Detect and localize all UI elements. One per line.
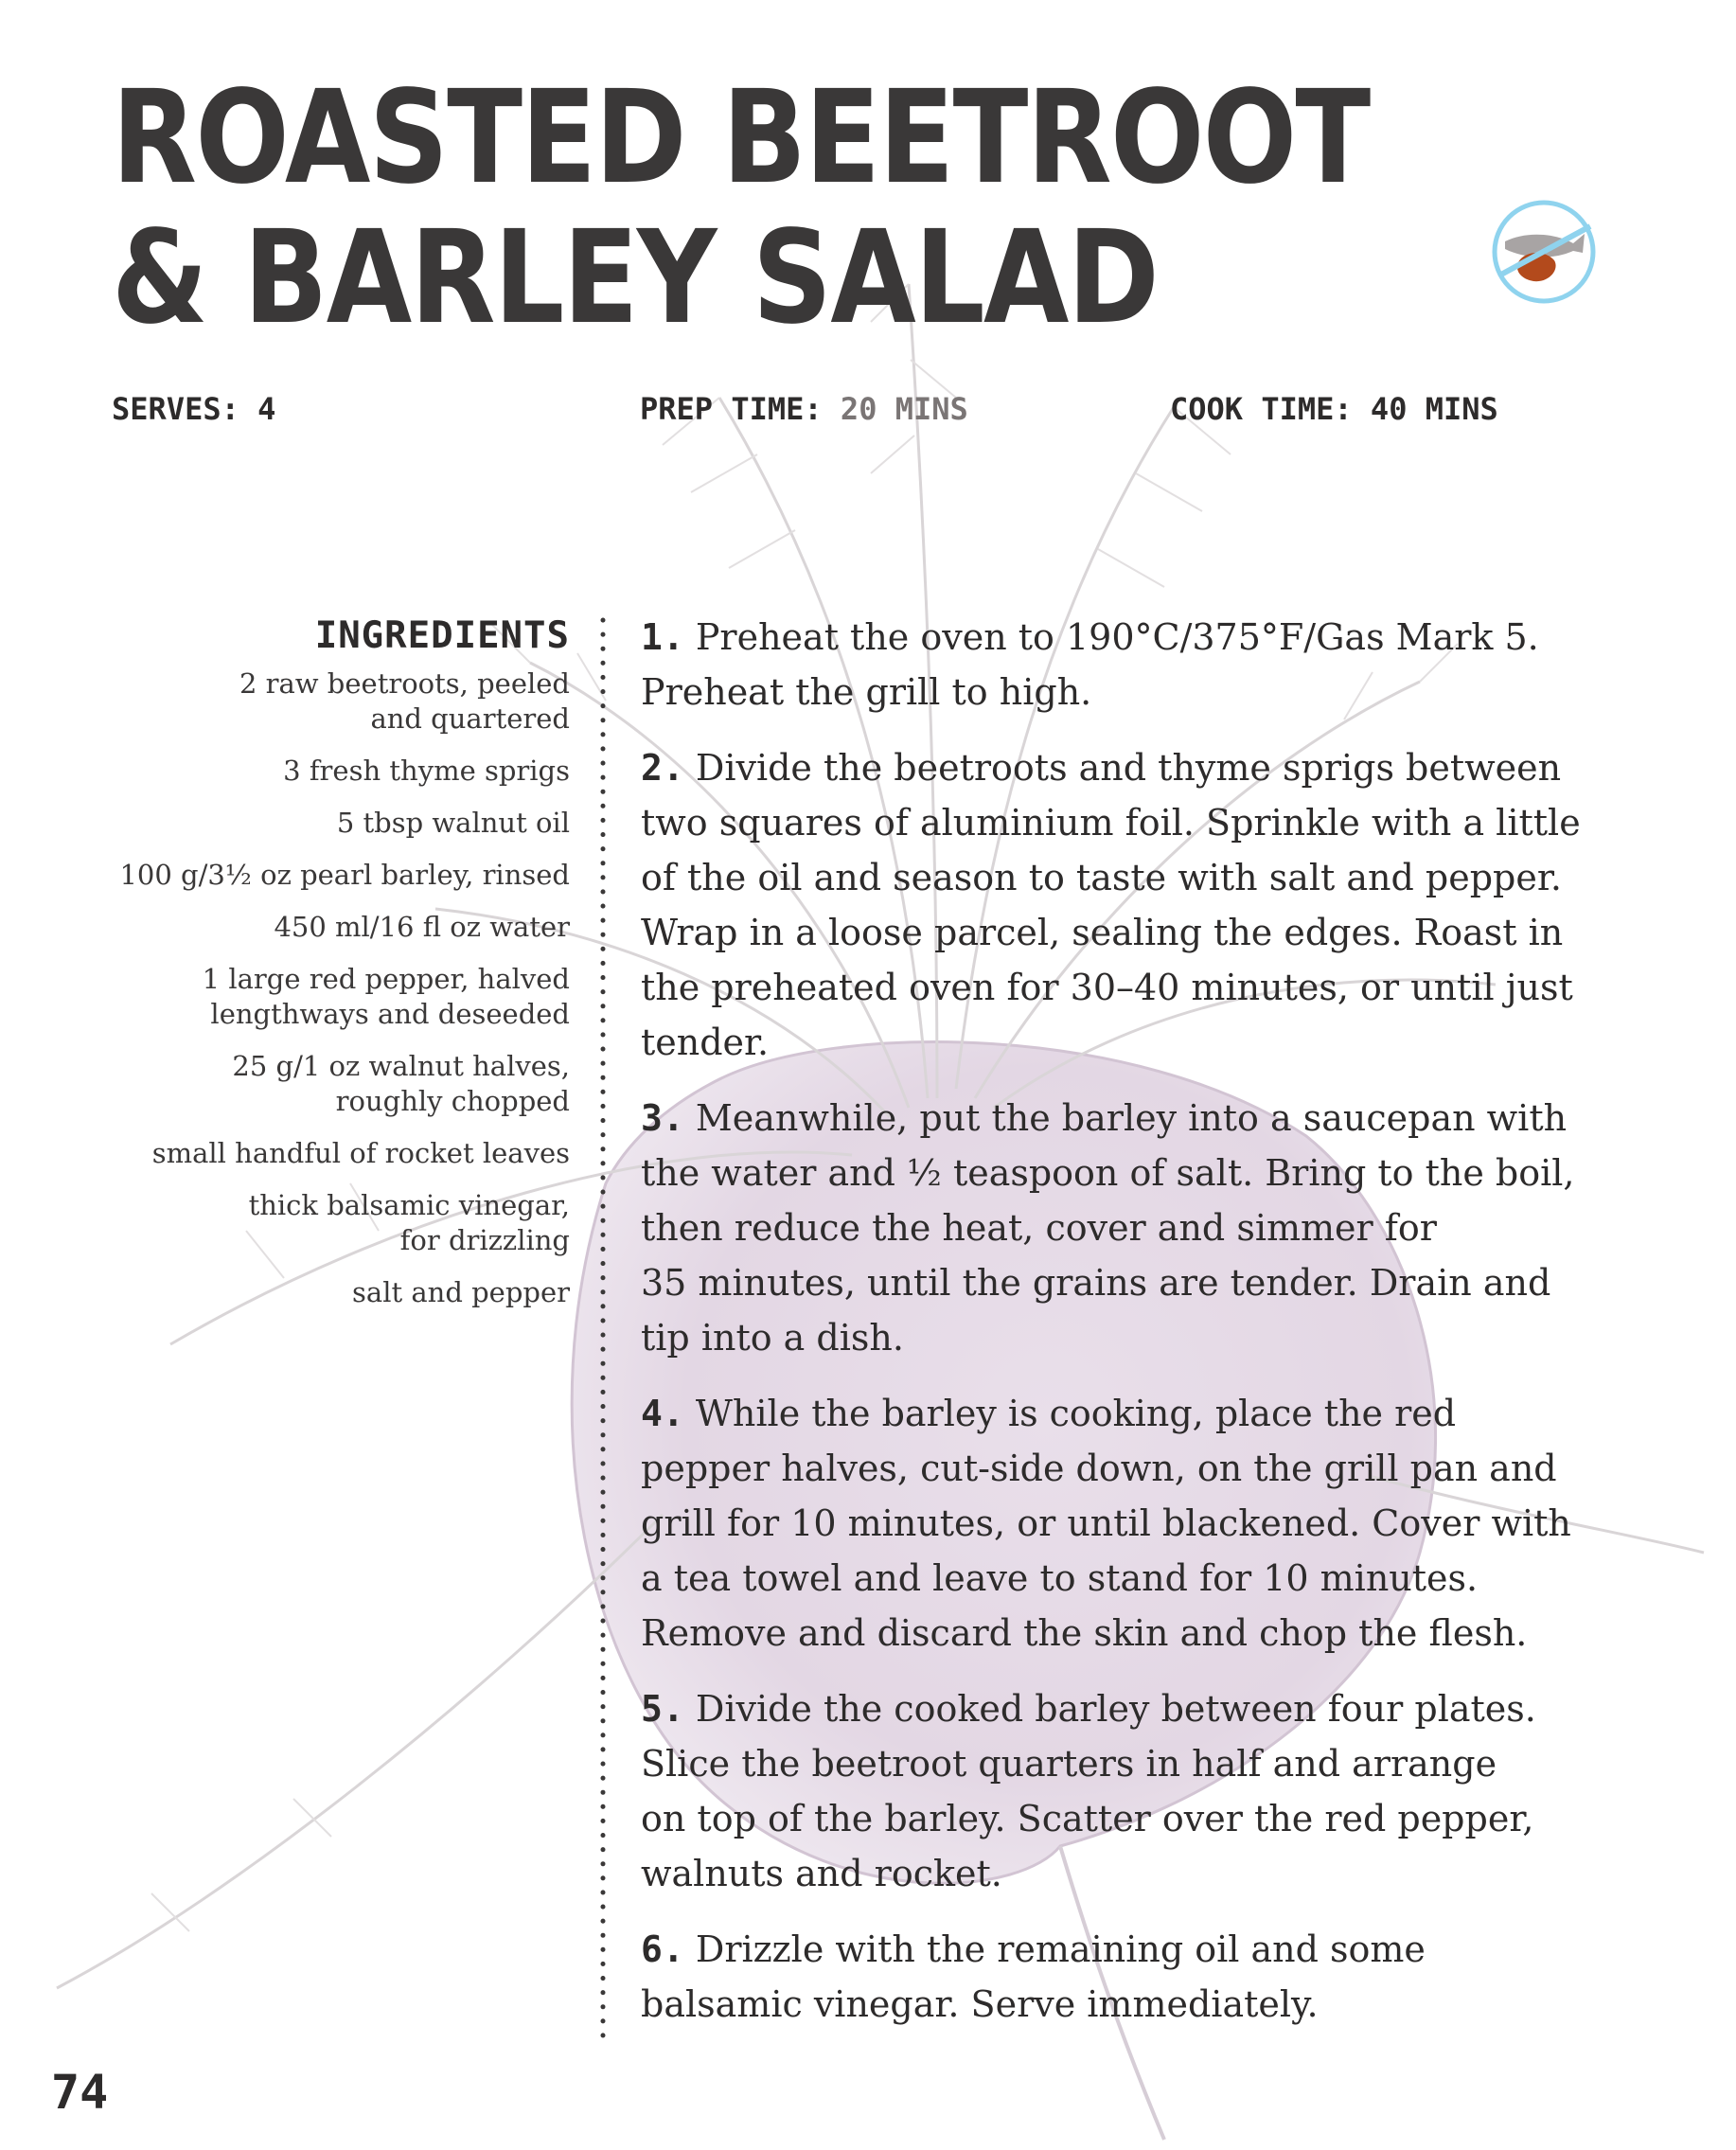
- method-step: [641, 1922, 1663, 2032]
- page-number: 74: [51, 2065, 109, 2120]
- prep-time: [640, 390, 968, 428]
- cook-time-value: 40 MINS: [1370, 391, 1498, 427]
- step-number: 5.: [641, 1688, 684, 1730]
- ingredient-item: 2 raw beetroots, peeled and quartered: [239, 667, 570, 735]
- ingredient-item: 3 fresh thyme sprigs: [283, 755, 570, 787]
- method-step: [641, 740, 1663, 1070]
- step-number: 4.: [641, 1393, 684, 1434]
- step-text: Drizzle with the remaining oil and some balsamic vinegar. Serve immediately.: [641, 1928, 1426, 2025]
- dotted-divider: [600, 617, 606, 2042]
- cook-time-label: COOK TIME:: [1170, 391, 1353, 427]
- method-step: [641, 1091, 1663, 1365]
- ingredient-item: 5 tbsp walnut oil: [336, 807, 570, 839]
- ingredient-item: 1 large red pepper, halved lengthways and deseeded: [202, 963, 570, 1030]
- step-number: 6.: [641, 1928, 684, 1970]
- step-number: 1.: [641, 616, 684, 658]
- step-text: Divide the beetroots and thyme sprigs between two squares of aluminium foil. Sprinkle with a little of the oil and season to taste with salt and pepper. Wrap in a loose parcel, sealing the edges. Roast in the preheated oven for 30–40 minutes, or until just tender.: [641, 747, 1581, 1063]
- ingredient-item: thick balsamic vinegar, for drizzling: [248, 1189, 570, 1256]
- step-text: Meanwhile, put the barley into a saucepan with the water and ½ teaspoon of salt. Bring to the boil, then reduce the heat, cover and simmer for 35 minutes, until the grains are tender. Drain and tip into a dish.: [641, 1097, 1575, 1359]
- ingredient-item: 25 g/1 oz walnut halves, roughly chopped: [232, 1050, 570, 1117]
- ingredient-item: salt and pepper: [352, 1276, 570, 1308]
- ingredient-item: 450 ml/16 fl oz water: [274, 911, 570, 943]
- step-number: 2.: [641, 747, 684, 789]
- serves-value: 4: [257, 391, 276, 427]
- ingredients-list: [40, 613, 570, 1327]
- step-text: Divide the cooked barley between four plates. Slice the beetroot quarters in half and arrange on top of the barley. Scatter over the red pepper, walnuts and rocket.: [641, 1688, 1536, 1894]
- serves-label: SERVES:: [112, 391, 239, 427]
- method-steps: [641, 610, 1663, 2052]
- no-fish-meat-icon: [1486, 194, 1602, 310]
- recipe-title-line-2: & BARLEY SALAD: [112, 204, 1159, 353]
- ingredient-item: small handful of rocket leaves: [151, 1137, 570, 1169]
- method-step: [641, 1681, 1663, 1901]
- step-text: Preheat the oven to 190°C/375°F/Gas Mark 5. Preheat the grill to high.: [641, 616, 1539, 713]
- method-step: [641, 610, 1663, 720]
- method-step: [641, 1386, 1663, 1661]
- prep-time-value: 20 MINS: [840, 391, 968, 427]
- serves: [112, 390, 275, 428]
- prep-time-label: PREP TIME:: [640, 391, 823, 427]
- ingredients-heading: INGREDIENTS: [314, 614, 570, 657]
- step-number: 3.: [641, 1097, 684, 1139]
- recipe-title: [112, 63, 1370, 353]
- cook-time: [1170, 390, 1498, 428]
- recipe-title-line-1: ROASTED BEETROOT: [112, 63, 1370, 213]
- ingredient-item: 100 g/3½ oz pearl barley, rinsed: [119, 859, 570, 891]
- step-text: While the barley is cooking, place the red pepper halves, cut-side down, on the grill pan and grill for 10 minutes, or until blackened. Cover with a tea towel and leave to stand for 10 minutes. Remove and discard the skin and chop the flesh.: [641, 1393, 1571, 1654]
